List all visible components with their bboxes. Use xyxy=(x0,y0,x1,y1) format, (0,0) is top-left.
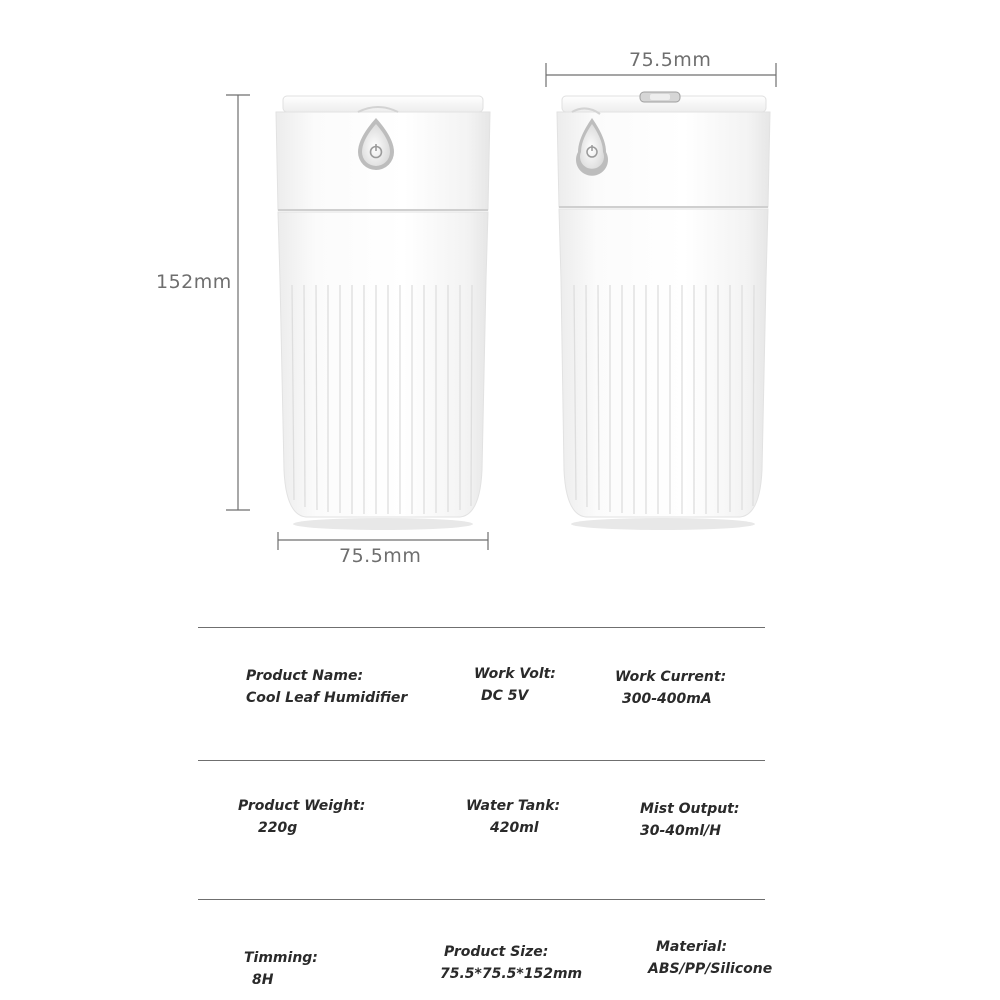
spec-value: 8H xyxy=(252,972,274,988)
spec-product-name xyxy=(246,665,407,709)
height-dimension-line xyxy=(226,95,250,510)
spec-label: Product Size: xyxy=(444,944,549,960)
spec-value: 420ml xyxy=(490,820,539,836)
spec-label: Product Weight: xyxy=(238,798,366,814)
spec-value: 300-400mA xyxy=(622,691,712,707)
spec-work-current xyxy=(615,666,726,710)
spec-mist-output xyxy=(640,798,739,842)
spec-value: DC 5V xyxy=(481,688,529,704)
humidifier-side-view xyxy=(557,92,770,530)
spec-value: Cool Leaf Humidifier xyxy=(246,690,408,706)
spec-product-weight xyxy=(238,795,365,839)
spec-label: Product Name: xyxy=(246,668,364,684)
spec-label: Work Volt: xyxy=(474,666,556,682)
spec-product-size xyxy=(440,941,583,985)
divider-rule xyxy=(198,899,765,900)
spec-timming xyxy=(244,947,318,991)
front-width-dimension-label: 75.5mm xyxy=(339,545,422,567)
spec-value: 30-40ml/H xyxy=(640,823,721,839)
spec-label: Mist Output: xyxy=(640,801,740,817)
spec-label: Material: xyxy=(656,939,728,955)
humidifier-front-view xyxy=(276,96,490,530)
spec-water-tank xyxy=(466,795,560,839)
spec-work-volt xyxy=(474,663,556,707)
spec-label: Work Current: xyxy=(615,669,727,685)
divider-rule xyxy=(198,760,765,761)
divider-rule xyxy=(198,627,765,628)
side-width-dimension-label: 75.5mm xyxy=(629,49,712,71)
spec-value: ABS/PP/Silicone xyxy=(648,961,773,977)
spec-label: Water Tank: xyxy=(466,798,561,814)
height-dimension-label: 152mm xyxy=(156,271,232,293)
spec-value: 220g xyxy=(258,820,298,836)
spec-material xyxy=(648,936,772,980)
spec-label: Timming: xyxy=(244,950,318,966)
spec-value: 75.5*75.5*152mm xyxy=(440,966,583,982)
